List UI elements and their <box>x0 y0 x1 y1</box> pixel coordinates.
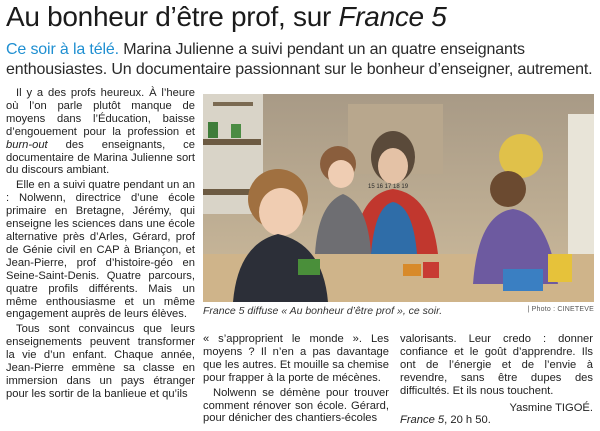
lead-text: Marina Julienne a suivi pendant un an quatre enseignants enthousiastes. Un documentaire passionnant sur le bonheur d’enseigner, autrement. <box>6 41 593 78</box>
wall-numbers: 15 16 17 18 19 <box>368 184 409 190</box>
article-column-1 <box>6 87 195 401</box>
broadcast-info <box>400 414 593 427</box>
headline-text: Au bonheur d’être prof, sur <box>6 1 339 32</box>
author-signature: Yasmine TIGOÉ. <box>509 401 593 414</box>
lead-paragraph <box>6 40 596 80</box>
paragraph: valorisants. Leur credo : donner confiance et le goût d’apprendre. Ils ont de l’énergie et de l’envie à revendre, sans être dupes des difficultés. Et ils nous touchent. <box>400 333 593 397</box>
text-emphasis: burn-out <box>6 138 48 151</box>
paragraph: Nolwenn se démène pour trouver comment rénover son école. Gérard, pour dénicher des chantiers-écoles <box>203 386 389 425</box>
photo-credit: | Photo : CINETEVE <box>527 306 594 313</box>
headline-channel: France 5 <box>338 1 447 32</box>
article-column-3 <box>400 333 593 427</box>
article-column-2 <box>203 333 389 425</box>
broadcast-time: , 20 h 50. <box>444 414 491 427</box>
broadcast-channel: France 5 <box>400 414 445 427</box>
paragraph: Elle en a suivi quatre pendant un an : Nolwenn, directrice d’une école primaire en Bretagne, Jérémy, qui enseigne les sciences dans une école alternative près d’Arles, Gérard, prof de Génie civil en CAP à Briançon, et Jean-Pierre, prof d’histoire-géo en Seine-Saint-Denis. Quatre parcours, quatre profils différents. Mais un même enthousiasme et un même engagement auprès de leurs élèves. <box>6 179 195 321</box>
headline <box>6 0 447 34</box>
classroom-photo <box>203 94 594 302</box>
paragraph <box>6 87 195 177</box>
caption-text: France 5 diffuse « Au bonheur d’être prof », ce soir. <box>203 305 443 317</box>
classroom-illustration <box>203 94 594 302</box>
paragraph: « s’approprient le monde ». Les moyens ? Il n’en a pas davantage que les autres. Et mouille sa chemise pour frapper à la porte de mécènes. <box>203 333 389 384</box>
paragraph: Tous sont convaincus que leurs enseignements peuvent transformer la vie d’un enfant. Chaque année, Jean-Pierre emmène sa classe en immersion dans un pays étranger pour les sortir de la banlieue et qu’ils <box>6 323 195 400</box>
text-run: Il y a des profs heureux. À l’heure où l’on parle plutôt manque de moyens dans l’Éducation, baisse d’engouement pour la profession et <box>6 87 195 138</box>
text-run: des enseignants, ce documentaire de Marina Julienne sort du discours ambiant. <box>6 138 195 177</box>
photo-caption <box>203 305 594 317</box>
lead-kicker: Ce soir à la télé. <box>6 41 119 58</box>
